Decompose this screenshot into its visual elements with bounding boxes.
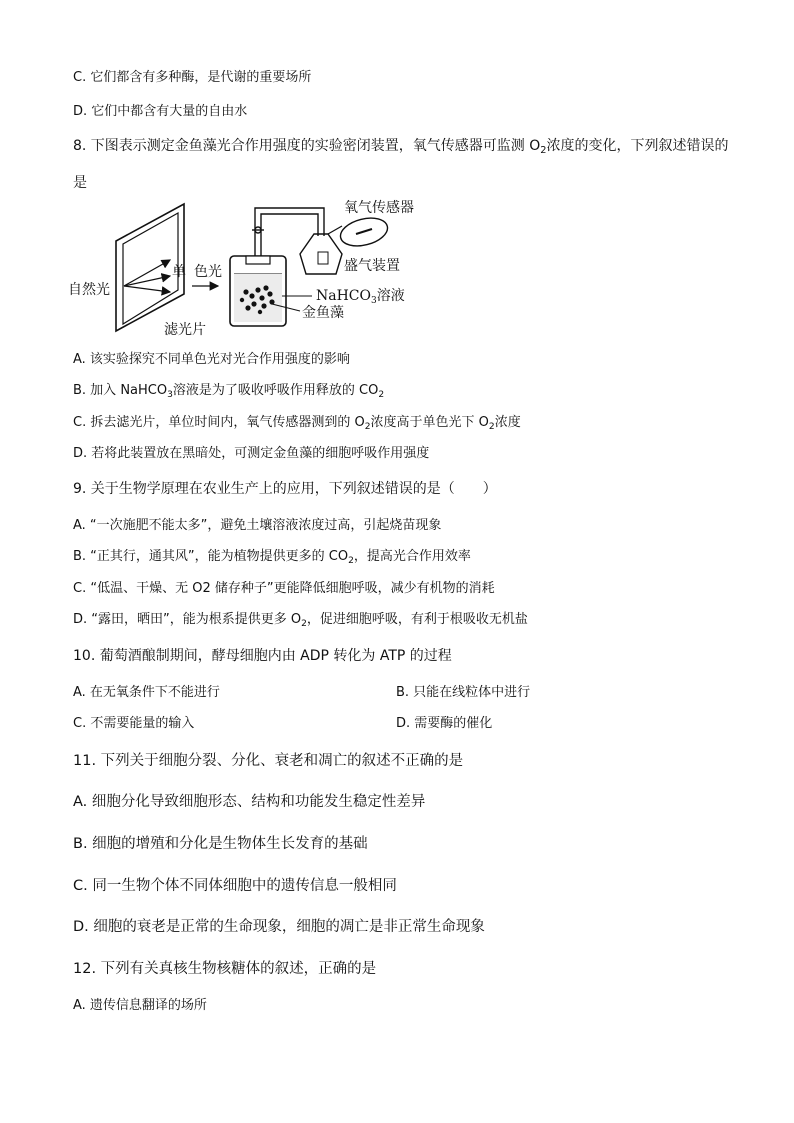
q9-option-b: B. “正其行，通其风”，能为植物提供更多的 $CO_2$，提高光合作用效率 (73, 549, 471, 566)
mono-light-label-2: 色光 (194, 264, 222, 280)
q9-stem: 9. 关于生物学原理在农业生产上的应用，下列叙述错误的是（ ） (73, 481, 497, 497)
q10-stem: 10. 葡萄酒酿制期间，酵母细胞内由 ADP 转化为 ATP 的过程 (73, 648, 452, 664)
q8-option-d: D. 若将此装置放在黑暗处，可测定金鱼藻的细胞呼吸作用强度 (73, 446, 430, 461)
q10-option-a: A. 在无氧条件下不能进行 (73, 685, 220, 700)
tubing-shape (252, 208, 324, 256)
filter-label: 滤光片 (164, 322, 206, 338)
q9-option-d: D. “露田，晒田”，能为根系提供更多 $O_2$，促进细胞呼吸，有利于根吸收无机盐 (73, 612, 528, 629)
q8-stem-line2: 是 (73, 175, 87, 191)
q7-option-c: C. 它们都含有多种酶，是代谢的重要场所 (73, 70, 312, 85)
q10-option-c: C. 不需要能量的输入 (73, 716, 195, 731)
natural-light-label: 自然光 (68, 282, 110, 298)
nahco3-label: NaHCO$_3$溶液 (316, 288, 405, 306)
oxygen-sensor-shape (328, 214, 390, 251)
q11-stem: 11. 下列关于细胞分裂、分化、衰老和凋亡的叙述不正确的是 (73, 753, 464, 769)
mono-light-label-1: 单 (172, 264, 186, 280)
q12-stem: 12. 下列有关真核生物核糖体的叙述，正确的是 (73, 961, 377, 977)
q8-option-b: B. 加入 NaHCO$_3$溶液是为了吸收呼吸作用释放的 $CO_2$ (73, 383, 385, 400)
q11-option-b: B. 细胞的增殖和分化是生物体生长发育的基础 (73, 836, 368, 852)
container-label: 盛气装置 (344, 258, 400, 274)
q8-stem: 8. 下图表示测定金鱼藻光合作用强度的实验密闭装置，氧气传感器可监测 $O_2$浓度的变化，下列叙述错误的 (73, 138, 729, 156)
q8-option-a: A. 该实验探究不同单色光对光合作用强度的影响 (73, 352, 350, 367)
q11-option-d: D. 细胞的衰老是正常的生命现象，细胞的凋亡是非正常生命现象 (73, 919, 485, 935)
natural-light-arrows (124, 260, 170, 292)
q11-option-a: A. 细胞分化导致细胞形态、结构和功能发生稳定性差异 (73, 794, 426, 810)
q12-option-a: A. 遗传信息翻译的场所 (73, 998, 207, 1013)
sensor-label: 氧气传感器 (344, 200, 414, 216)
experiment-diagram (66, 196, 426, 338)
q10-option-b: B. 只能在线粒体中进行 (396, 685, 531, 700)
plant-label: 金鱼藻 (302, 305, 344, 321)
q9-option-a: A. “一次施肥不能太多”，避免土壤溶液浓度过高，引起烧苗现象 (73, 518, 442, 533)
q11-option-c: C. 同一生物个体不同体细胞中的遗传信息一般相同 (73, 878, 397, 894)
q9-option-c: C. “低温、干燥、无 O2 储存种子”更能降低细胞呼吸，减少有机物的消耗 (73, 581, 495, 596)
gas-container-shape (300, 234, 342, 274)
q8-option-c: C. 拆去滤光片，单位时间内，氧气传感器测到的 $O_2$浓度高于单色光下 $O_2$浓度 (73, 415, 521, 432)
q7-option-d: D. 它们中都含有大量的自由水 (73, 104, 248, 119)
q10-option-d: D. 需要酶的催化 (396, 716, 493, 731)
